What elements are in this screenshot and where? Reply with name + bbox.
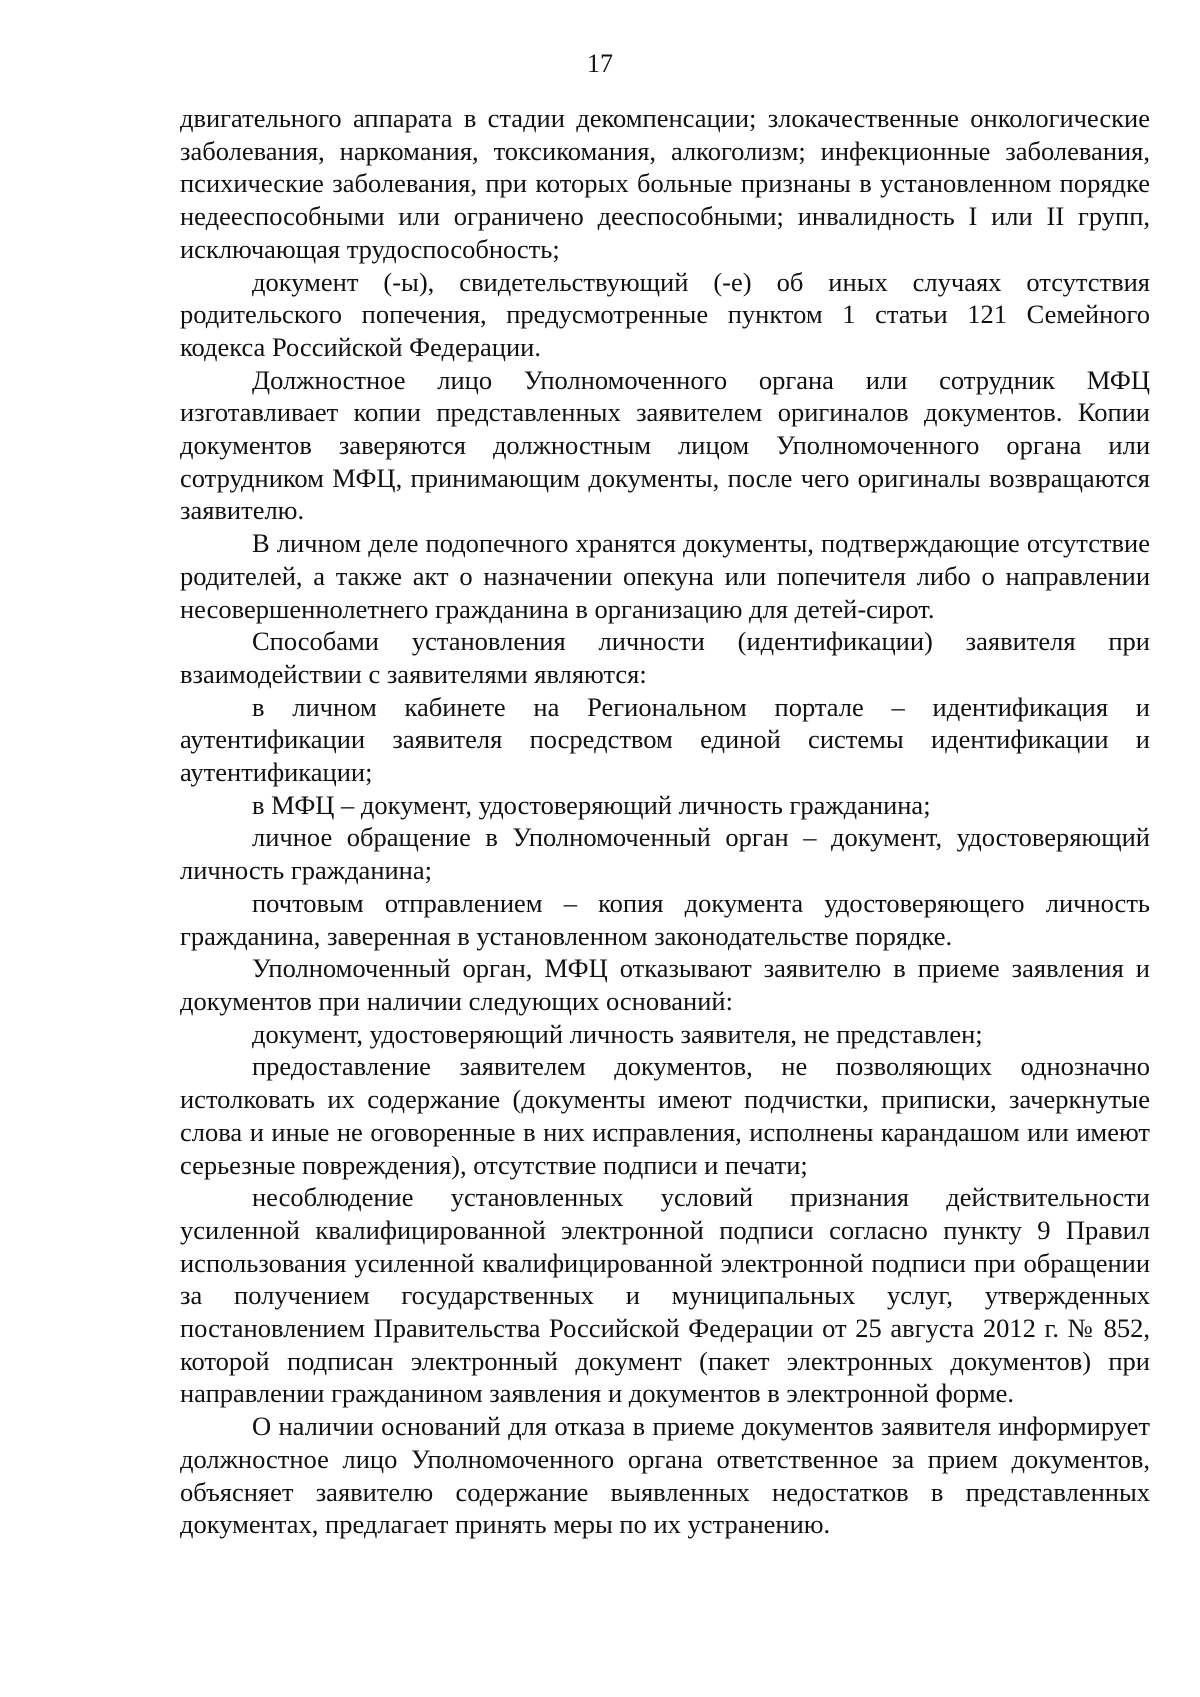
- paragraph-5: Способами установления личности (идентификации) заявителя при взаимодействии с заявителями являются:: [180, 626, 1150, 689]
- paragraph-4: В личном деле подопечного хранятся документы, подтверждающие отсутствие родителей, а также акт о назначении опекуна или попечителя либо о направлении несовершеннолетнего гражданина в организацию для детей-сирот.: [180, 528, 1150, 624]
- paragraph-13: несоблюдение установленных условий признания действительности усиленной квалифицированной электронной подписи согласно пункту 9 Правил использования усиленной квалифицированной электронной подписи при обращении за получением государственных и муниципальных услуг, утвержденных постановлением Правительства Российской Федерации от 25 августа 2012 г. № 852, которой подписан электронный документ (пакет электронных документов) при направлении гражданином заявления и документов в электронной форме.: [180, 1182, 1150, 1409]
- paragraph-11: документ, удостоверяющий личность заявителя, не представлен;: [252, 1018, 983, 1049]
- document-body: [180, 102, 1150, 1541]
- paragraph-8: личное обращение в Уполномоченный орган – документ, удостоверяющий личность гражданина;: [180, 822, 1150, 886]
- paragraph-3: Должностное лицо Уполномоченного органа или сотрудник МФЦ изготавливает копии представленных заявителем оригиналов документов. Копии документов заверяются должностным лицом Уполномоченного органа или сотрудником МФЦ, принимающим документы, после чего оригиналы возвращаются заявителю.: [180, 364, 1150, 526]
- paragraph-7: в МФЦ – документ, удостоверяющий личность гражданина;: [252, 789, 931, 820]
- paragraph-2: документ (-ы), свидетельствующий (-е) об иных случаях отсутствия родительского попечения, предусмотренные пунктом 1 статьи 121 Семейного кодекса Российской Федерации.: [180, 266, 1150, 362]
- paragraph-12: предоставление заявителем документов, не позволяющих однозначно истолковать их содержание (документы имеют подчистки, приписки, зачеркнутые слова и иные не оговоренные в них исправления, исполнены карандашом или имеют серьезные повреждения), отсутствие подписи и печати;: [180, 1051, 1150, 1180]
- page-number: 17: [587, 49, 613, 78]
- paragraph-14: О наличии оснований для отказа в приеме документов заявителя информирует должностное лицо Уполномоченного органа ответственное за прием документов, объясняет заявителю содержание выявленных недостатков в представленных документах, предлагает принять меры по их устранению.: [180, 1411, 1150, 1540]
- paragraph-6: в личном кабинете на Региональном портале – идентификация и аутентификации заявителя посредством единой системы идентификации и аутентификации;: [180, 691, 1150, 788]
- paragraph-1: двигательного аппарата в стадии декомпенсации; злокачественные онкологические заболевания, наркомания, токсикомания, алкоголизм; инфекционные заболевания, психические заболевания, при которых больные признаны в установленном порядке недееспособными или ограничено дееспособными; инвалидность I или II групп, исключающая трудоспособность;: [180, 103, 1150, 264]
- paragraph-9: почтовым отправлением – копия документа удостоверяющего личность гражданина, заверенная в установленном законодательстве порядке.: [180, 887, 1150, 951]
- paragraph-10: Уполномоченный орган, МФЦ отказывают заявителю в приеме заявления и документов при наличии следующих оснований:: [180, 953, 1150, 1016]
